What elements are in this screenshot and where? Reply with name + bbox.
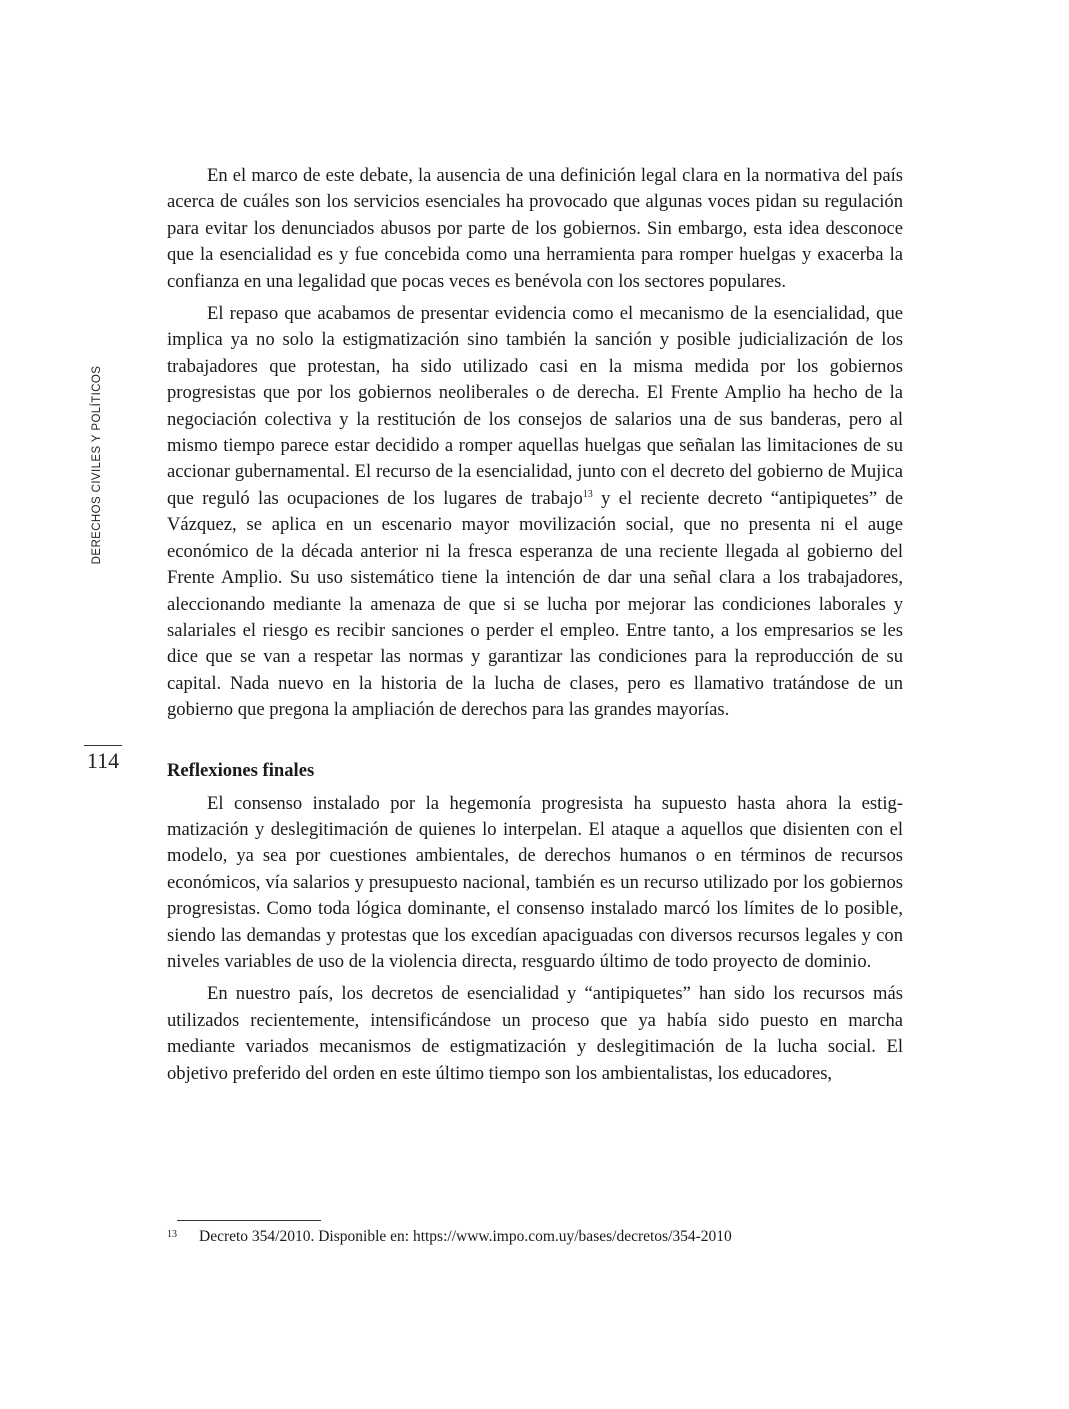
paragraph: En el marco de este debate, la ausencia de una definición legal clara en la normativa del país acerca de cuáles son los servicios esenciales ha provocado que algunas voces pidan su regulación para evitar los denunciados abusos por parte de los gobiernos. Sin embargo, esta idea desconoce que la esencialidad es y fue concebida como una herramienta para romper huelgas y exacerba la confianza en una legalidad que pocas veces es benévola con los sectores populares. (167, 165, 903, 292)
section-heading: Reflexiones finales (167, 759, 315, 781)
running-header-text: DERECHOS CIVILES Y POLÍTICOS (91, 365, 103, 565)
footnote-rule (177, 1220, 321, 1221)
paragraph (167, 301, 903, 724)
paragraph: En nuestro país, los decretos de esencialidad y “antipiquetes” han sido los recursos más utilizados recientemente, intensificándose un proceso que ya había sido puesto en marcha mediante variados mecanismos de estigmatización y deslegitimación de la lucha social. El objetivo preferido del orden en este último tiempo son los ambientalistas, los educadores, (167, 983, 903, 1084)
footnote-reference: 13 (582, 488, 593, 500)
page-number-rule (84, 745, 122, 746)
body-text (167, 163, 903, 1087)
paragraph-text: El repaso que acabamos de presentar evidencia como el mecanismo de la esencialidad, que implica ya no solo la estigmatización sino también la sanción y posible judicialización de los trabajadores que protestan, ha sido utilizado casi en la misma medida por los gobiernos progresistas que por los gobiernos neoliberales o de derecha. El Frente Amplio ha hecho de la negociación colectiva y la restitución de los consejos de salarios una de sus banderas, pero al mismo tiempo parece estar decidido a romper aquellas huelgas que señalan las limitaciones de su accionar gubernamental. El recurso de la esencialidad, junto con el decreto del gobierno de Mujica que reguló las ocupaciones de los lugares de trabajo (167, 303, 903, 509)
paragraph: El consenso instalado por la hegemonía progresista ha supuesto hasta ahora la estigmatización y deslegitimación de quienes lo interpelan. El ataque a aquellos que disienten con el modelo, ya sea por cuestiones ambientales, de derechos humanos o en términos de recursos económicos, vía salarios y presupuesto nacional, también es un recurso utilizado por los gobiernos progresistas. Como toda lógica dominante, el consenso instalado marcó los límites de lo posible, siendo las demandas y protestas que los excedían apaciguadas con diversos recursos legales y con niveles variables de uso de la violencia directa, resguardo último de todo proyecto de dominio. (167, 792, 903, 972)
running-header (77, 365, 117, 565)
page-number: 114 (86, 748, 120, 773)
paragraph-text: y el reciente decreto “antipiquetes” de Vázquez, se aplica en un escenario mayor movilización social, que no presenta ni el auge económico de la década anterior ni la fresca esperanza de una reciente llegada al gobierno del Frente Amplio. Su uso sistemático tiene la intención de dar una señal clara a los trabajadores, aleccionando mediante la amenaza de que si se lucha por mejorar las condiciones laborales y salariales el riesgo es recibir sanciones o perder el empleo. Entre tanto, a los empresarios se les dice que se van a respetar las normas y garantizar las condiciones para la reproducción de su capital. Nada nuevo en la historia de la lucha de clases, pero es llamativo tratándose de un gobierno que pregona la ampliación de derechos para las grandes mayorías. (167, 487, 903, 721)
footnote-mark: 13 (167, 1229, 177, 1240)
footnote-text: Decreto 354/2010. Disponible en: https://www.impo.com.uy/bases/decretos/354-2010 (199, 1228, 732, 1245)
